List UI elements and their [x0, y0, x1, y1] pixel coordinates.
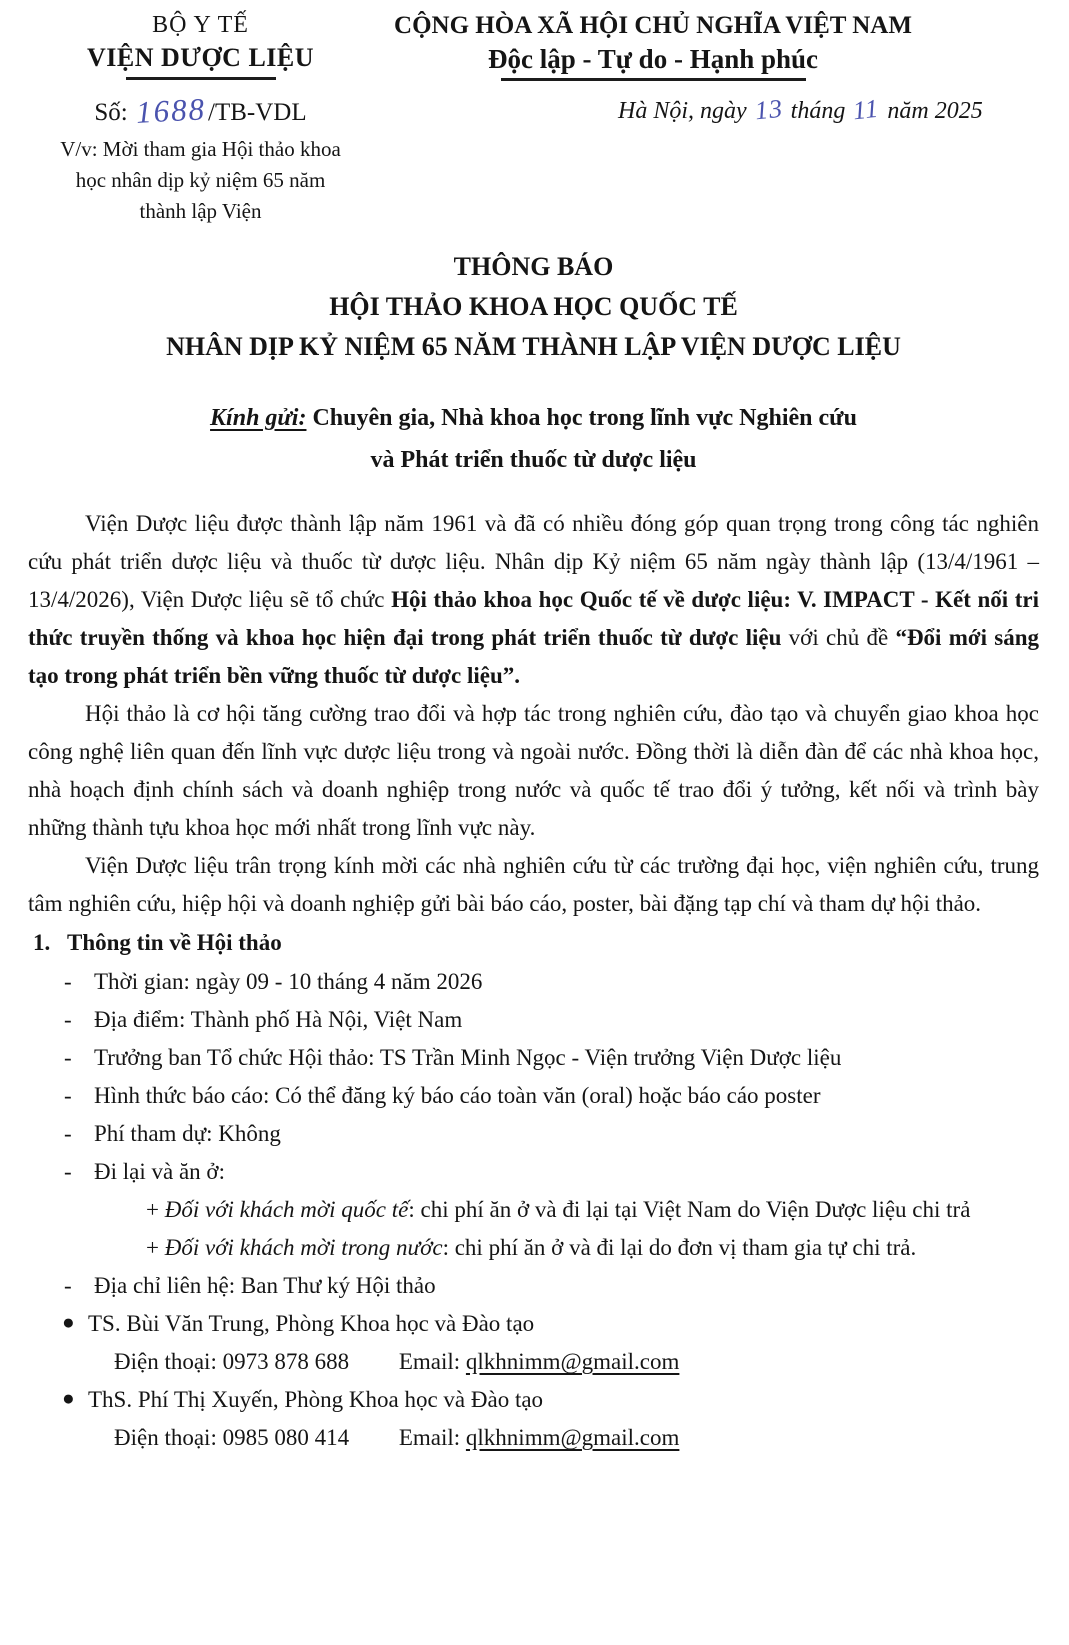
salutation-label: Kính gửi:: [210, 405, 307, 431]
contact-2-phone-label: Điện thoại:: [114, 1425, 217, 1450]
contact-person-1-details: [28, 1343, 1039, 1381]
document-subject: V/v: Mời tham gia Hội thảo khoa học nhân dịp kỷ niệm 65 năm thành lập Viện: [60, 137, 341, 223]
ministry-name: BỘ Y TẾ: [152, 12, 249, 38]
dash-marker: -: [64, 1273, 72, 1298]
list-item-location: [28, 1001, 1039, 1039]
list-item-travel: [28, 1153, 1039, 1191]
date-month-handwritten: 11: [851, 93, 881, 126]
document-title-block: [28, 247, 1039, 367]
sub-item-international-text: : chi phí ăn ở và đi lại tại Việt Nam do Viện Dược liệu chi trả: [408, 1197, 971, 1222]
country-name: CỘNG HÒA XÃ HỘI CHỦ NGHĨA VIỆT NAM: [394, 12, 912, 39]
date-year: năm 2025: [887, 98, 983, 124]
salutation-block: [28, 397, 1039, 481]
dash-marker: -: [64, 1159, 72, 1184]
section-info: [28, 923, 1039, 1457]
salutation-line-2: và Phát triển thuốc từ dược liệu: [370, 447, 697, 473]
title-line-3: NHÂN DỊP KỶ NIỆM 65 NĂM THÀNH LẬP VIỆN DƯỢC LIỆU: [166, 332, 901, 361]
list-item-time: [28, 963, 1039, 1001]
list-item-contact-address: [28, 1267, 1039, 1305]
motto-underline-rule: [501, 78, 806, 81]
sub-item-domestic-guests: [146, 1229, 1039, 1267]
place-date-line: [373, 93, 983, 126]
salutation-recipient: Chuyên gia, Nhà khoa học trong lĩnh vực Nghiên cứu: [306, 405, 857, 431]
date-month-label: tháng: [790, 98, 846, 124]
date-day-handwritten: 13: [753, 93, 785, 126]
list-item-time-text: Thời gian: ngày 09 - 10 tháng 4 năm 2026: [94, 969, 483, 994]
paragraph-purpose: Hội thảo là cơ hội tăng cường trao đổi và hợp tác trong nghiên cứu, đào tạo và chuyển giao khoa học công nghệ liên quan đến lĩnh vực dược liệu trong và ngoài nước. Đồng thời là diễn đàn để các nhà khoa học, nhà hoạch định chính sách và doanh nghiệp trong nước và quốc tế trao đổi ý tưởng, kết nối và trình bày những thành tựu khoa học mới nhất trong lĩnh vực này.: [28, 701, 1039, 840]
contact-1-email-label: Email:: [398, 1349, 461, 1374]
contact-2-phone: 0985 080 414: [222, 1425, 350, 1450]
document-number-label: Số:: [94, 99, 128, 126]
paragraph-intro: [28, 505, 1039, 695]
bullet-icon: ●: [62, 1386, 75, 1410]
list-item-travel-text: Đi lại và ăn ở:: [94, 1159, 225, 1184]
list-item-fee-text: Phí tham dự: Không: [94, 1121, 281, 1146]
dash-marker: -: [64, 1121, 72, 1146]
contact-1-phone: 0973 878 688: [222, 1349, 350, 1374]
national-header-block: [373, 12, 983, 126]
conference-name-bold: Hội thảo khoa học Quốc tế về dược liệu: V. IMPACT - Kết nối tri thức truyền thống và khoa học hiện đại trong phát triển thuốc từ dược liệu: [28, 587, 1039, 650]
institute-underline-rule: [126, 77, 276, 80]
list-item-fee: [28, 1115, 1039, 1153]
dash-marker: -: [64, 1083, 72, 1108]
bullet-icon: ●: [62, 1310, 75, 1334]
place-date-prefix: Hà Nội, ngày: [618, 98, 747, 124]
body-text: [28, 505, 1039, 923]
sub-item-domestic-text: : chi phí ăn ở và đi lại do đơn vị tham gia tự chi trả.: [442, 1235, 917, 1260]
document-header: [28, 12, 1039, 227]
title-line-1: THÔNG BÁO: [453, 252, 614, 281]
contact-person-2-details: [28, 1419, 1039, 1457]
dash-marker: -: [64, 969, 72, 994]
conference-theme-bold: “Đổi mới sáng tạo trong phát triển bền vững thuốc từ dược liệu”.: [28, 625, 1039, 688]
dash-marker: -: [64, 1045, 72, 1070]
list-item-location-text: Địa điểm: Thành phố Hà Nội, Việt Nam: [94, 1007, 463, 1032]
document-number-handwritten: 1688: [135, 91, 207, 130]
sub-item-international-lead: Đối với khách mời quốc tế: [164, 1197, 409, 1222]
issuing-org-block: [28, 12, 373, 227]
contact-2-email-label: Email:: [398, 1425, 461, 1450]
section-number: 1.: [33, 930, 51, 955]
section-heading: [28, 923, 1039, 963]
contact-2-name: ThS. Phí Thị Xuyến, Phòng Khoa học và Đào tạo: [88, 1387, 544, 1412]
paragraph-intro-text-1: Viện Dược liệu được thành lập năm 1961 và đã có nhiều đóng góp quan trọng trong công tác nghiên cứu phát triển dược liệu và thuốc từ dược liệu. Nhân dịp Kỷ niệm 65 năm ngày thành lập (13/4/1961 – 13/4/2026), Viện Dược liệu sẽ tổ chức: [28, 511, 1039, 612]
list-item-report-format-text: Hình thức báo cáo: Có thể đăng ký báo cáo toàn văn (oral) hoặc báo cáo poster: [94, 1083, 821, 1108]
contact-person-2: [28, 1381, 1039, 1419]
national-motto: Độc lập - Tự do - Hạnh phúc: [487, 44, 819, 74]
list-item-report-format: [28, 1077, 1039, 1115]
title-line-2: HỘI THẢO KHOA HỌC QUỐC TẾ: [329, 292, 738, 321]
paragraph-invitation: Viện Dược liệu trân trọng kính mời các nhà nghiên cứu từ các trường đại học, viện nghiên cứu, trung tâm nghiên cứu, hiệp hội và doanh nghiệp gửi bài báo cáo, poster, bài đặng tạp chí và tham dự hội thảo.: [28, 853, 1039, 916]
list-item-chair-text: Trưởng ban Tổ chức Hội thảo: TS Trần Minh Ngọc - Viện trưởng Viện Dược liệu: [94, 1045, 842, 1070]
sub-item-domestic-lead: Đối với khách mời trong nước: [164, 1235, 443, 1260]
contact-2-email-link[interactable]: qlkhnimm@gmail.com: [465, 1425, 680, 1450]
salutation-line-1: [28, 397, 1039, 439]
sub-item-international-guests: [146, 1191, 1039, 1229]
list-item-chair: [28, 1039, 1039, 1077]
document-number-suffix: /TB-VDL: [208, 99, 307, 126]
contact-1-email-link[interactable]: qlkhnimm@gmail.com: [465, 1349, 680, 1374]
dash-marker: -: [64, 1007, 72, 1032]
paragraph-intro-text-2: với chủ đề: [781, 625, 896, 650]
section-heading-label: Thông tin về Hội thảo: [67, 930, 282, 955]
contact-1-phone-label: Điện thoại:: [114, 1349, 217, 1374]
plus-marker: +: [146, 1197, 159, 1222]
plus-marker: +: [146, 1235, 159, 1260]
contact-person-1: [28, 1305, 1039, 1343]
institute-name: VIỆN DƯỢC LIỆU: [86, 43, 315, 72]
document-number-line: [28, 92, 373, 128]
list-item-contact-address-text: Địa chỉ liên hệ: Ban Thư ký Hội thảo: [94, 1273, 436, 1298]
contact-1-name: TS. Bùi Văn Trung, Phòng Khoa học và Đào tạo: [88, 1311, 535, 1336]
